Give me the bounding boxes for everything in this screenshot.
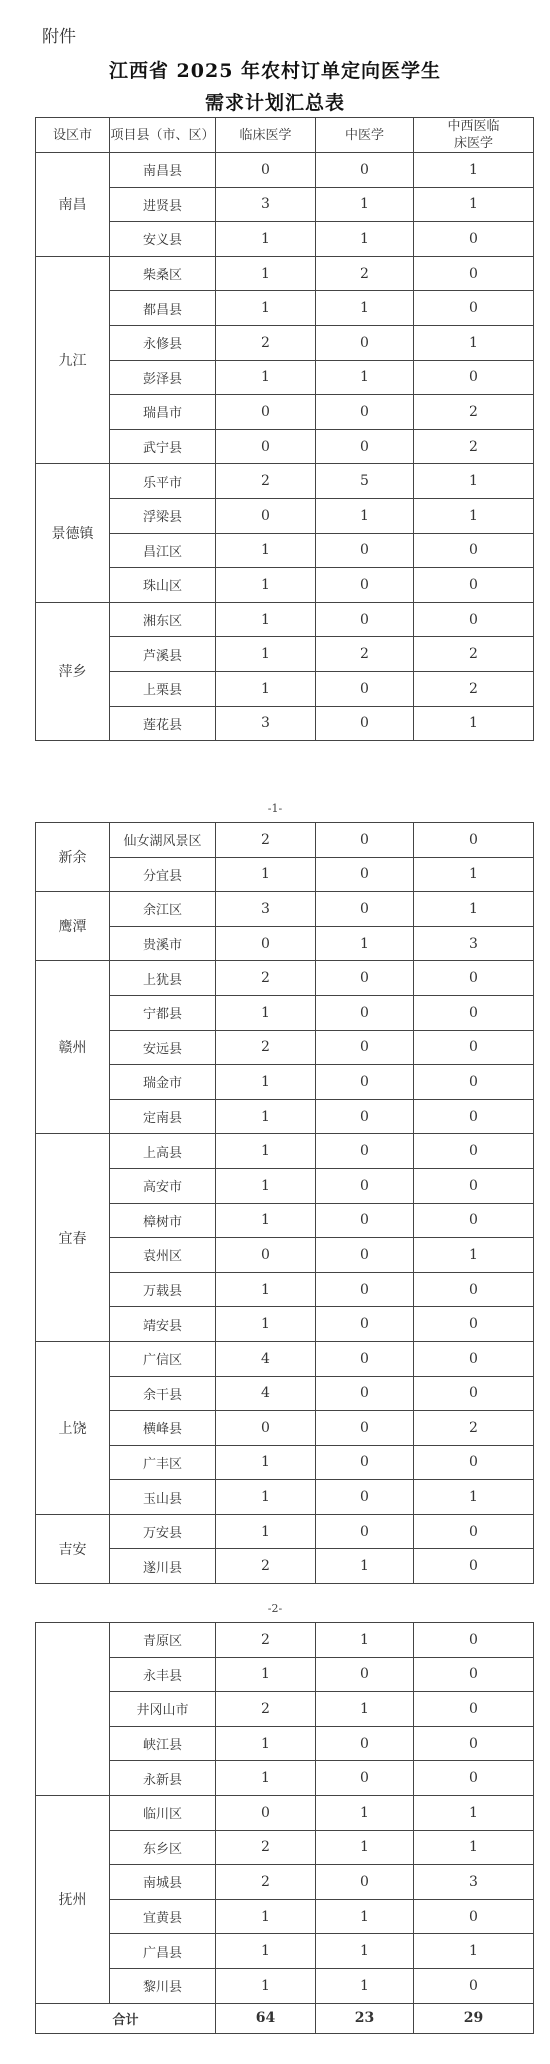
clinical-cell: 0 [216, 395, 316, 430]
clinical-cell: 1 [216, 1761, 316, 1796]
chinese-medicine-cell: 1 [316, 926, 414, 961]
table-row [36, 1238, 534, 1273]
county-cell: 高安市 [110, 1168, 216, 1203]
integrated-cell: 0 [414, 1968, 534, 2003]
county-cell: 安远县 [110, 1030, 216, 1065]
city-cell [36, 1623, 110, 1796]
clinical-cell: 2 [216, 1030, 316, 1065]
county-cell: 分宜县 [110, 857, 216, 892]
integrated-cell: 0 [414, 1203, 534, 1238]
county-cell: 珠山区 [110, 568, 216, 603]
table-row [36, 429, 534, 464]
chinese-medicine-cell: 1 [316, 1692, 414, 1727]
chinese-medicine-cell: 0 [316, 1445, 414, 1480]
table-row [36, 533, 534, 568]
clinical-cell: 1 [216, 602, 316, 637]
clinical-cell: 0 [216, 429, 316, 464]
header-city: 设区市 [36, 118, 110, 153]
county-cell: 仙女湖风景区 [110, 823, 216, 858]
chinese-medicine-cell: 0 [316, 1203, 414, 1238]
county-cell: 永丰县 [110, 1657, 216, 1692]
chinese-medicine-cell: 0 [316, 823, 414, 858]
chinese-medicine-cell: 1 [316, 187, 414, 222]
chinese-medicine-cell: 0 [316, 1099, 414, 1134]
document-title-line-2: 需求计划汇总表 [204, 92, 345, 114]
table-row [36, 1272, 534, 1307]
chinese-medicine-cell: 0 [316, 1657, 414, 1692]
chinese-medicine-cell: 0 [316, 1480, 414, 1515]
chinese-medicine-cell: 1 [316, 1830, 414, 1865]
chinese-medicine-cell: 0 [316, 533, 414, 568]
integrated-cell: 0 [414, 256, 534, 291]
table-row [36, 1376, 534, 1411]
integrated-cell: 3 [414, 1865, 534, 1900]
city-cell: 鹰潭 [36, 892, 110, 961]
clinical-cell: 1 [216, 1726, 316, 1761]
total-chinese: 23 [316, 2003, 414, 2033]
clinical-cell: 1 [216, 1065, 316, 1100]
integrated-cell: 1 [414, 706, 534, 741]
table-row [36, 1341, 534, 1376]
clinical-cell: 0 [216, 498, 316, 533]
city-cell: 宜春 [36, 1134, 110, 1342]
chinese-medicine-cell: 1 [316, 1899, 414, 1934]
table-row [36, 1865, 534, 1900]
chinese-medicine-cell: 1 [316, 360, 414, 395]
table-row [36, 1203, 534, 1238]
table-row [36, 1030, 534, 1065]
county-cell: 湘东区 [110, 602, 216, 637]
integrated-cell: 0 [414, 823, 534, 858]
clinical-cell: 2 [216, 823, 316, 858]
page-number-2: -2- [267, 1602, 283, 1615]
county-cell: 袁州区 [110, 1238, 216, 1273]
table-row [36, 1514, 534, 1549]
table-row [36, 1168, 534, 1203]
chinese-medicine-cell: 0 [316, 1065, 414, 1100]
clinical-cell: 2 [216, 1865, 316, 1900]
chinese-medicine-cell: 1 [316, 1549, 414, 1584]
integrated-cell: 0 [414, 1623, 534, 1658]
clinical-cell: 1 [216, 533, 316, 568]
clinical-cell: 1 [216, 1899, 316, 1934]
clinical-cell: 1 [216, 1480, 316, 1515]
county-cell: 永新县 [110, 1761, 216, 1796]
integrated-cell: 0 [414, 1272, 534, 1307]
chinese-medicine-cell: 1 [316, 291, 414, 326]
table-row [36, 671, 534, 706]
county-cell: 乐平市 [110, 464, 216, 499]
chinese-medicine-cell: 0 [316, 1376, 414, 1411]
clinical-cell: 1 [216, 1272, 316, 1307]
county-cell: 广昌县 [110, 1934, 216, 1969]
county-cell: 靖安县 [110, 1307, 216, 1342]
header-clinical-medicine: 临床医学 [216, 118, 316, 153]
county-cell: 玉山县 [110, 1480, 216, 1515]
integrated-cell: 2 [414, 395, 534, 430]
integrated-cell: 0 [414, 995, 534, 1030]
total-integrated: 29 [414, 2003, 534, 2033]
table-row [36, 1899, 534, 1934]
city-cell: 萍乡 [36, 602, 110, 740]
integrated-cell: 0 [414, 360, 534, 395]
city-cell: 吉安 [36, 1514, 110, 1583]
county-cell: 彭泽县 [110, 360, 216, 395]
table-row [36, 222, 534, 257]
integrated-cell: 1 [414, 1238, 534, 1273]
integrated-cell: 1 [414, 1480, 534, 1515]
county-cell: 青原区 [110, 1623, 216, 1658]
chinese-medicine-cell: 0 [316, 995, 414, 1030]
clinical-cell: 2 [216, 961, 316, 996]
chinese-medicine-cell: 1 [316, 498, 414, 533]
clinical-cell: 2 [216, 1692, 316, 1727]
table-row [36, 153, 534, 188]
chinese-medicine-cell: 2 [316, 256, 414, 291]
integrated-cell: 1 [414, 187, 534, 222]
clinical-cell: 2 [216, 1623, 316, 1658]
table-row [36, 256, 534, 291]
table-row [36, 1134, 534, 1169]
integrated-cell: 1 [414, 892, 534, 927]
chinese-medicine-cell: 0 [316, 568, 414, 603]
document-title-line-1: 江西省 2025 年农村订单定向医学生 [108, 60, 442, 82]
clinical-cell: 1 [216, 1445, 316, 1480]
county-cell: 上犹县 [110, 961, 216, 996]
city-cell: 赣州 [36, 961, 110, 1134]
integrated-cell: 0 [414, 1168, 534, 1203]
chinese-medicine-cell: 0 [316, 1411, 414, 1446]
integrated-cell: 0 [414, 1514, 534, 1549]
table-row [36, 498, 534, 533]
county-cell: 贵溪市 [110, 926, 216, 961]
county-cell: 宜黄县 [110, 1899, 216, 1934]
chinese-medicine-cell: 0 [316, 1307, 414, 1342]
table-row [36, 892, 534, 927]
integrated-cell: 1 [414, 464, 534, 499]
county-cell: 樟树市 [110, 1203, 216, 1238]
integrated-cell: 0 [414, 1549, 534, 1584]
clinical-cell: 2 [216, 325, 316, 360]
integrated-cell: 0 [414, 1657, 534, 1692]
clinical-cell: 1 [216, 857, 316, 892]
table-row [36, 1065, 534, 1100]
clinical-cell: 1 [216, 1934, 316, 1969]
chinese-medicine-cell: 0 [316, 892, 414, 927]
table-row [36, 1934, 534, 1969]
county-cell: 瑞金市 [110, 1065, 216, 1100]
chinese-medicine-cell: 0 [316, 1030, 414, 1065]
county-cell: 峡江县 [110, 1726, 216, 1761]
clinical-cell: 1 [216, 360, 316, 395]
integrated-cell: 3 [414, 926, 534, 961]
county-cell: 南昌县 [110, 153, 216, 188]
county-cell: 定南县 [110, 1099, 216, 1134]
table-row [36, 602, 534, 637]
chinese-medicine-cell: 0 [316, 1341, 414, 1376]
plan-table-page-2 [35, 822, 534, 1584]
integrated-cell: 0 [414, 1065, 534, 1100]
integrated-cell: 1 [414, 325, 534, 360]
chinese-medicine-cell: 1 [316, 222, 414, 257]
integrated-cell: 0 [414, 568, 534, 603]
clinical-cell: 1 [216, 637, 316, 672]
clinical-cell: 1 [216, 256, 316, 291]
table-row [36, 464, 534, 499]
integrated-cell: 0 [414, 222, 534, 257]
table-row [36, 1411, 534, 1446]
table-row [36, 926, 534, 961]
county-cell: 东乡区 [110, 1830, 216, 1865]
chinese-medicine-cell: 0 [316, 1238, 414, 1273]
table-row [36, 1795, 534, 1830]
county-cell: 莲花县 [110, 706, 216, 741]
county-cell: 余江区 [110, 892, 216, 927]
clinical-cell: 0 [216, 153, 316, 188]
county-cell: 广丰区 [110, 1445, 216, 1480]
integrated-cell: 0 [414, 961, 534, 996]
clinical-cell: 0 [216, 1238, 316, 1273]
clinical-cell: 1 [216, 1657, 316, 1692]
plan-table-page-3 [35, 1622, 534, 2034]
county-cell: 都昌县 [110, 291, 216, 326]
integrated-cell: 1 [414, 857, 534, 892]
attachment-label: 附件 [42, 27, 76, 47]
integrated-cell: 0 [414, 291, 534, 326]
integrated-cell: 0 [414, 1099, 534, 1134]
county-cell: 宁都县 [110, 995, 216, 1030]
county-cell: 柴桑区 [110, 256, 216, 291]
clinical-cell: 1 [216, 1968, 316, 2003]
integrated-cell: 0 [414, 1376, 534, 1411]
integrated-cell: 0 [414, 602, 534, 637]
county-cell: 万安县 [110, 1514, 216, 1549]
chinese-medicine-cell: 1 [316, 1934, 414, 1969]
clinical-cell: 1 [216, 995, 316, 1030]
county-cell: 昌江区 [110, 533, 216, 568]
chinese-medicine-cell: 0 [316, 395, 414, 430]
table-row [36, 1761, 534, 1796]
city-cell: 新余 [36, 823, 110, 892]
clinical-cell: 1 [216, 1134, 316, 1169]
county-cell: 浮梁县 [110, 498, 216, 533]
city-cell: 景德镇 [36, 464, 110, 602]
clinical-cell: 3 [216, 187, 316, 222]
county-cell: 临川区 [110, 1795, 216, 1830]
total-row [36, 2003, 534, 2033]
integrated-cell: 0 [414, 1692, 534, 1727]
chinese-medicine-cell: 0 [316, 1168, 414, 1203]
clinical-cell: 1 [216, 568, 316, 603]
clinical-cell: 1 [216, 1307, 316, 1342]
county-cell: 井冈山市 [110, 1692, 216, 1727]
county-cell: 瑞昌市 [110, 395, 216, 430]
chinese-medicine-cell: 5 [316, 464, 414, 499]
chinese-medicine-cell: 0 [316, 1865, 414, 1900]
header-county: 项目县（市、区） [110, 118, 216, 153]
clinical-cell: 2 [216, 464, 316, 499]
header-chinese-medicine: 中医学 [316, 118, 414, 153]
county-cell: 遂川县 [110, 1549, 216, 1584]
clinical-cell: 1 [216, 1203, 316, 1238]
clinical-cell: 0 [216, 926, 316, 961]
clinical-cell: 1 [216, 1168, 316, 1203]
chinese-medicine-cell: 0 [316, 671, 414, 706]
integrated-cell: 2 [414, 429, 534, 464]
clinical-cell: 1 [216, 671, 316, 706]
plan-table-page-1 [35, 117, 534, 741]
header-integrated-medicine: 中西医临床医学 [414, 118, 534, 153]
table-row [36, 1726, 534, 1761]
chinese-medicine-cell: 0 [316, 1272, 414, 1307]
table-row [36, 995, 534, 1030]
county-cell: 武宁县 [110, 429, 216, 464]
chinese-medicine-cell: 1 [316, 1623, 414, 1658]
integrated-cell: 0 [414, 1134, 534, 1169]
county-cell: 余干县 [110, 1376, 216, 1411]
chinese-medicine-cell: 0 [316, 961, 414, 996]
table-row [36, 1968, 534, 2003]
city-cell: 上饶 [36, 1341, 110, 1514]
table-row [36, 325, 534, 360]
clinical-cell: 1 [216, 1099, 316, 1134]
table-row [36, 395, 534, 430]
table-row [36, 187, 534, 222]
integrated-cell: 2 [414, 671, 534, 706]
chinese-medicine-cell: 0 [316, 706, 414, 741]
county-cell: 上栗县 [110, 671, 216, 706]
clinical-cell: 3 [216, 892, 316, 927]
table-row [36, 360, 534, 395]
table-row [36, 961, 534, 996]
clinical-cell: 3 [216, 706, 316, 741]
county-cell: 上高县 [110, 1134, 216, 1169]
integrated-cell: 1 [414, 498, 534, 533]
integrated-cell: 0 [414, 1030, 534, 1065]
chinese-medicine-cell: 0 [316, 153, 414, 188]
integrated-cell: 0 [414, 1445, 534, 1480]
integrated-cell: 0 [414, 1899, 534, 1934]
page-number-1: -1- [267, 802, 283, 815]
city-cell: 九江 [36, 256, 110, 464]
table-row [36, 1549, 534, 1584]
clinical-cell: 4 [216, 1341, 316, 1376]
integrated-cell: 1 [414, 1934, 534, 1969]
integrated-cell: 0 [414, 1341, 534, 1376]
county-cell: 永修县 [110, 325, 216, 360]
clinical-cell: 1 [216, 1514, 316, 1549]
integrated-cell: 0 [414, 1761, 534, 1796]
table-row [36, 1099, 534, 1134]
table-row [36, 1480, 534, 1515]
table-row [36, 1623, 534, 1658]
table-row [36, 291, 534, 326]
chinese-medicine-cell: 1 [316, 1968, 414, 2003]
integrated-cell: 1 [414, 1795, 534, 1830]
table-row [36, 1307, 534, 1342]
city-cell: 南昌 [36, 153, 110, 257]
table-row [36, 823, 534, 858]
table-row [36, 1692, 534, 1727]
county-cell: 芦溪县 [110, 637, 216, 672]
county-cell: 横峰县 [110, 1411, 216, 1446]
table-row [36, 1657, 534, 1692]
integrated-cell: 2 [414, 1411, 534, 1446]
integrated-cell: 0 [414, 1307, 534, 1342]
total-clinical: 64 [216, 2003, 316, 2033]
clinical-cell: 2 [216, 1830, 316, 1865]
chinese-medicine-cell: 0 [316, 325, 414, 360]
integrated-cell: 2 [414, 637, 534, 672]
chinese-medicine-cell: 0 [316, 602, 414, 637]
chinese-medicine-cell: 0 [316, 857, 414, 892]
table-row [36, 857, 534, 892]
county-cell: 万载县 [110, 1272, 216, 1307]
county-cell: 安义县 [110, 222, 216, 257]
clinical-cell: 2 [216, 1549, 316, 1584]
county-cell: 进贤县 [110, 187, 216, 222]
chinese-medicine-cell: 0 [316, 1726, 414, 1761]
county-cell: 南城县 [110, 1865, 216, 1900]
chinese-medicine-cell: 2 [316, 637, 414, 672]
table-row [36, 1830, 534, 1865]
table-row [36, 1445, 534, 1480]
clinical-cell: 1 [216, 291, 316, 326]
clinical-cell: 0 [216, 1411, 316, 1446]
clinical-cell: 4 [216, 1376, 316, 1411]
chinese-medicine-cell: 0 [316, 429, 414, 464]
city-cell: 抚州 [36, 1795, 110, 2003]
integrated-cell: 0 [414, 533, 534, 568]
total-label: 合计 [36, 2003, 216, 2033]
table-row [36, 568, 534, 603]
clinical-cell: 0 [216, 1795, 316, 1830]
integrated-cell: 1 [414, 1830, 534, 1865]
chinese-medicine-cell: 1 [316, 1795, 414, 1830]
chinese-medicine-cell: 0 [316, 1514, 414, 1549]
table-row [36, 706, 534, 741]
integrated-cell: 0 [414, 1726, 534, 1761]
county-cell: 黎川县 [110, 1968, 216, 2003]
chinese-medicine-cell: 0 [316, 1761, 414, 1796]
county-cell: 广信区 [110, 1341, 216, 1376]
chinese-medicine-cell: 0 [316, 1134, 414, 1169]
clinical-cell: 1 [216, 222, 316, 257]
table-row [36, 637, 534, 672]
integrated-cell: 1 [414, 153, 534, 188]
